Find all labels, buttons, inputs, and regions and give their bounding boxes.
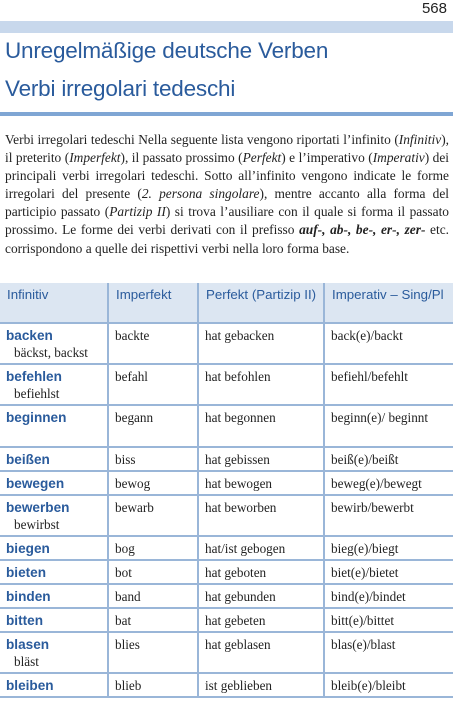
cell-infinitiv (0, 608, 108, 632)
cell-infinitiv (0, 447, 108, 471)
page-title-german: Unregelmäßige deutsche Verben (5, 38, 329, 63)
cell-imperativ: bleib(e)/bleibt (324, 673, 453, 697)
verb-present-form: befiehlst (14, 386, 60, 401)
intro-text: ) dei principali verbi irregolari tedeschi. Sotto all’infinito vengono indicate le forme irregolari del presente ( (5, 150, 450, 202)
header-perfekt: Perfekt (Partizip II) (198, 283, 324, 323)
cell-imperfekt: blieb (108, 673, 198, 697)
cell-imperativ: bitt(e)/bittet (324, 608, 453, 632)
intro-text: ) si trova l’ausiliare con il quale si forma il passato prossimo. Le forme dei verbi derivati con il prefisso (5, 204, 449, 238)
verb-infinitive: bitten (6, 613, 43, 628)
table-row (0, 447, 453, 471)
title-divider (0, 112, 453, 116)
cell-imperfekt: blies (108, 632, 198, 673)
intro-text: Verbi irregolari tedeschi Nella seguente lista vengono riportati l’infinito ( (5, 132, 399, 147)
table-row (0, 323, 453, 364)
cell-infinitiv (0, 471, 108, 495)
cell-imperfekt: bewog (108, 471, 198, 495)
cell-infinitiv (0, 536, 108, 560)
intro-term-perfekt: Perfekt (242, 150, 282, 166)
cell-infinitiv (0, 364, 108, 405)
cell-perfekt: hat gebacken (198, 323, 324, 364)
intro-text: ), mentre accanto alla forma del participio passato ( (5, 186, 449, 220)
intro-paragraph (5, 131, 449, 258)
verb-table (0, 283, 453, 698)
table-row (0, 584, 453, 608)
header-band (0, 21, 453, 33)
cell-perfekt: hat gebissen (198, 447, 324, 471)
cell-imperativ: bieg(e)/biegt (324, 536, 453, 560)
table-row (0, 608, 453, 632)
cell-perfekt: ist geblieben (198, 673, 324, 697)
cell-imperfekt: bog (108, 536, 198, 560)
cell-imperfekt: begann (108, 405, 198, 447)
cell-imperativ: befiehl/befehlt (324, 364, 453, 405)
cell-imperfekt: bat (108, 608, 198, 632)
verb-infinitive: bleiben (6, 678, 54, 693)
cell-imperativ: biet(e)/bietet (324, 560, 453, 584)
intro-text: etc. corrispondono a quelle dei rispettivi verbi nella loro forma base. (5, 222, 449, 256)
cell-perfekt: hat beworben (198, 495, 324, 536)
verb-present-form: bläst (14, 654, 39, 669)
table-row (0, 560, 453, 584)
intro-term-imperfekt: Imperfekt (69, 150, 121, 166)
header-infinitiv: Infinitiv (0, 283, 108, 323)
verb-infinitive: beißen (6, 452, 50, 467)
verb-infinitive: befehlen (6, 369, 62, 384)
cell-imperativ: blas(e)/blast (324, 632, 453, 673)
intro-text: ), il passato prossimo ( (120, 150, 243, 166)
cell-imperativ: beweg(e)/bewegt (324, 471, 453, 495)
cell-imperfekt: bot (108, 560, 198, 584)
intro-text: ), il preterito ( (5, 132, 449, 166)
header-imperativ: Imperativ – Sing/Pl (324, 283, 453, 323)
cell-perfekt: hat befohlen (198, 364, 324, 405)
table-header-row (0, 283, 453, 323)
cell-infinitiv (0, 584, 108, 608)
table-row (0, 673, 453, 697)
cell-imperativ: bind(e)/bindet (324, 584, 453, 608)
table-row (0, 364, 453, 405)
intro-term-partizip: Partizip II (109, 204, 166, 220)
cell-infinitiv (0, 495, 108, 536)
cell-infinitiv (0, 405, 108, 447)
table-row (0, 471, 453, 495)
cell-infinitiv (0, 560, 108, 584)
verb-infinitive: bewerben (6, 500, 70, 515)
cell-perfekt: hat/ist gebogen (198, 536, 324, 560)
table-row (0, 405, 453, 447)
page-number: 568 (421, 0, 447, 17)
verb-infinitive: bieten (6, 565, 47, 580)
table-row (0, 495, 453, 536)
cell-imperativ: beiß(e)/beißt (324, 447, 453, 471)
intro-term-imperativ: Imperativ (372, 150, 425, 166)
cell-imperativ: beginn(e)/ beginnt (324, 405, 453, 447)
verb-present-form: bäckst, backst (14, 345, 88, 360)
verb-infinitive: blasen (6, 637, 50, 652)
cell-infinitiv (0, 632, 108, 673)
cell-imperfekt: bewarb (108, 495, 198, 536)
intro-term-person: 2. persona singolare (141, 186, 260, 202)
cell-perfekt: hat gebeten (198, 608, 324, 632)
cell-perfekt: hat begonnen (198, 405, 324, 447)
table-body (0, 323, 453, 697)
cell-imperfekt: befahl (108, 364, 198, 405)
verb-infinitive: beginnen (6, 410, 67, 425)
intro-term-infinitiv: Infinitiv (398, 132, 442, 147)
cell-perfekt: hat gebunden (198, 584, 324, 608)
cell-imperfekt: band (108, 584, 198, 608)
intro-text: ) e l’imperativo ( (281, 150, 373, 166)
verb-infinitive: bewegen (6, 476, 65, 491)
cell-perfekt: hat bewogen (198, 471, 324, 495)
intro-term-prefixes: auf-, ab-, be-, er-, zer- (299, 222, 426, 238)
page-title-italian: Verbi irregolari tedeschi (5, 76, 236, 101)
verb-infinitive: binden (6, 589, 51, 604)
verb-infinitive: biegen (6, 541, 50, 556)
cell-imperativ: back(e)/backt (324, 323, 453, 364)
cell-infinitiv (0, 323, 108, 364)
cell-imperativ: bewirb/bewerbt (324, 495, 453, 536)
table-row (0, 632, 453, 673)
cell-infinitiv (0, 673, 108, 697)
cell-imperfekt: backte (108, 323, 198, 364)
cell-perfekt: hat geblasen (198, 632, 324, 673)
cell-perfekt: hat geboten (198, 560, 324, 584)
verb-present-form: bewirbst (14, 517, 60, 532)
header-imperfekt: Imperfekt (108, 283, 198, 323)
verb-infinitive: backen (6, 328, 53, 343)
cell-imperfekt: biss (108, 447, 198, 471)
table-row (0, 536, 453, 560)
